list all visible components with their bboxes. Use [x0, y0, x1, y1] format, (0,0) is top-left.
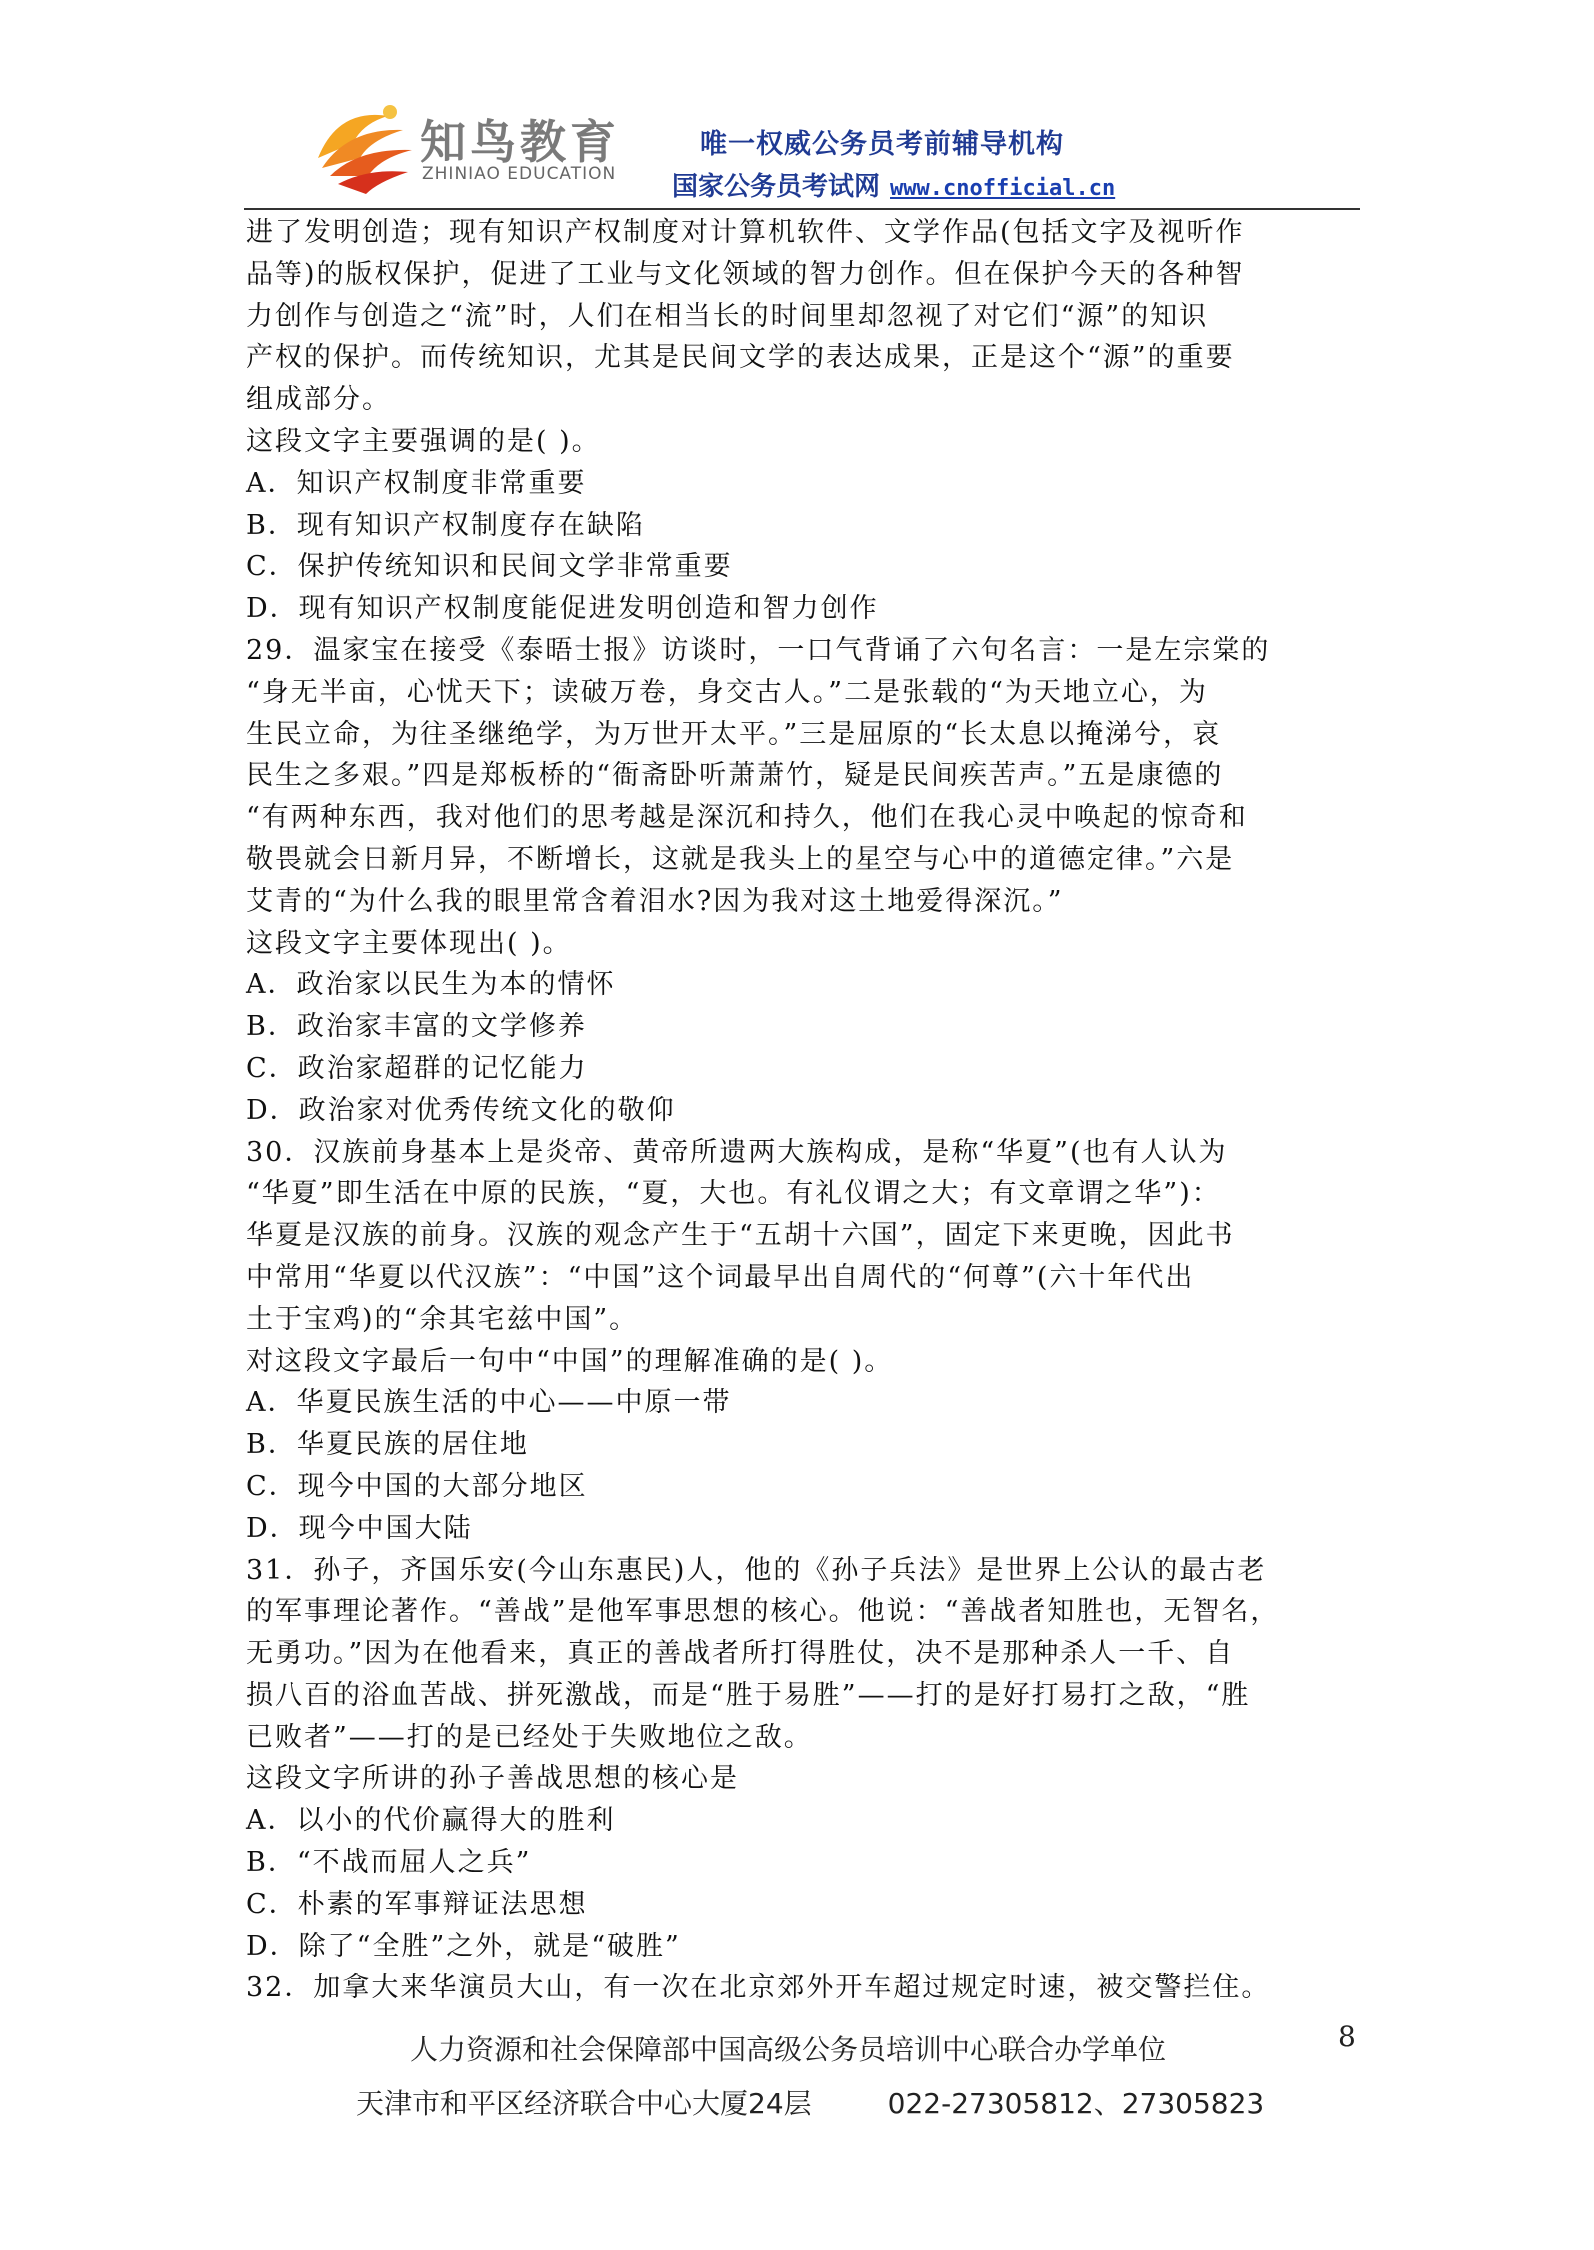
answer-option: D．现今中国大陆	[246, 1512, 473, 1544]
answer-option: C．保护传统知识和民间文学非常重要	[246, 551, 733, 583]
body-line: 华夏是汉族的前身。汉族的观念产生于“五胡十六国”，固定下来更晚，因此书	[246, 1220, 1235, 1252]
footer-phone: 022-27305812、27305823	[887, 2087, 1265, 2120]
body-line: 生民立命，为往圣继绝学，为万世开太平。”三是屈原的“长太息以掩涕兮，哀	[246, 718, 1222, 750]
answer-option: A．知识产权制度非常重要	[246, 467, 587, 499]
answer-option: D．现有知识产权制度能促进发明创造和智力创作	[246, 593, 879, 625]
body-line: 进了发明创造；现有知识产权制度对计算机软件、文学作品(包括文字及视听作	[246, 217, 1245, 248]
footer-organization: 人力资源和社会保障部中国高级公务员培训中心联合办学单位	[410, 2033, 1167, 2066]
body-line: “有两种东西，我对他们的思考越是深沉和持久，他们在我心灵中唤起的惊奇和	[246, 802, 1248, 834]
question-stem: 这段文字主要强调的是( )。	[246, 425, 601, 457]
body-line: “身无半亩，心忧天下；读破万卷，身交古人。”二是张载的“为天地立心，为	[246, 676, 1208, 708]
body-line: 民生之多艰。”四是郑板桥的“衙斋卧听萧萧竹，疑是民间疾苦声。”五是康德的	[246, 760, 1224, 792]
body-line: 敬畏就会日新月异，不断增长，这就是我头上的星空与心中的道德定律。”六是	[246, 843, 1235, 875]
body-line: 已败者”——打的是已经处于失败地位之敌。	[246, 1721, 813, 1753]
footer-contact-line	[356, 2082, 1264, 2122]
header-site-line	[672, 166, 1115, 203]
body-line: 组成部分。	[246, 384, 391, 416]
question-30-line: 30．汉族前身基本上是炎帝、黄帝所遗两大族构成，是称“华夏”(也有人认为	[246, 1136, 1228, 1168]
answer-option: D．政治家对优秀传统文化的敬仰	[246, 1094, 676, 1126]
zhiniao-logo-icon	[308, 98, 418, 198]
body-line: “华夏”即生活在中原的民族，“夏，大也。有礼仪谓之大；有文章谓之华”)：	[246, 1178, 1221, 1210]
page-header	[290, 88, 1370, 208]
question-stem: 对这段文字最后一句中“中国”的理解准确的是( )。	[246, 1345, 894, 1377]
answer-option: D．除了“全胜”之外，就是“破胜”	[246, 1930, 681, 1962]
answer-option: B．政治家丰富的文学修养	[246, 1011, 587, 1043]
answer-option: A．华夏民族生活的中心——中原一带	[246, 1387, 732, 1419]
question-stem: 这段文字所讲的孙子善战思想的核心是	[246, 1763, 739, 1795]
page-number: 8	[1338, 2020, 1356, 2053]
body-line: 土于宝鸡)的“余其宅兹中国”。	[246, 1303, 639, 1335]
header-divider	[244, 208, 1360, 210]
body-line: 无勇功。”因为在他看来，真正的善战者所打得胜仗，决不是那种杀人一千、自	[246, 1638, 1235, 1670]
answer-option: A．政治家以民生为本的情怀	[246, 969, 616, 1001]
question-29-line: 29．温家宝在接受《泰晤士报》访谈时，一口气背诵了六句名言：一是左宗棠的	[246, 634, 1271, 666]
body-line: 产权的保护。而传统知识，尤其是民间文学的表达成果，正是这个“源”的重要	[246, 342, 1235, 374]
site-url-link[interactable]: www.cnofficial.cn	[890, 176, 1116, 201]
logo-chinese-text: 知鸟教育	[420, 115, 620, 169]
body-line: 品等)的版权保护，促进了工业与文化领域的智力创作。但在保护今天的各种智	[246, 258, 1245, 290]
answer-option: C．现今中国的大部分地区	[246, 1470, 588, 1502]
footer-address: 天津市和平区经济联合中心大厦24层	[356, 2087, 812, 2120]
question-31-line: 31．孙子，齐国乐安(今山东惠民)人，他的《孙子兵法》是世界上公认的最古老	[246, 1554, 1267, 1586]
answer-option: C．政治家超群的记忆能力	[246, 1052, 588, 1084]
body-line: 中常用“华夏以代汉族”：“中国”这个词最早出自周代的“何尊”(六十年代出	[246, 1261, 1195, 1293]
answer-option: B．现有知识产权制度存在缺陷	[246, 509, 645, 541]
header-slogan: 唯一权威公务员考前辅导机构	[700, 129, 1064, 160]
answer-option: C．朴素的军事辩证法思想	[246, 1888, 588, 1920]
answer-option: B．“不战而屈人之兵”	[246, 1847, 532, 1879]
question-stem: 这段文字主要体现出( )。	[246, 927, 572, 959]
site-label: 国家公务员考试网	[672, 172, 881, 202]
answer-option: A．以小的代价赢得大的胜利	[246, 1805, 616, 1837]
body-line: 损八百的浴血苦战、拼死激战，而是“胜于易胜”——打的是好打易打之敌，“胜	[246, 1679, 1251, 1711]
answer-option: B．华夏民族的居住地	[246, 1429, 529, 1461]
body-line: 的军事理论著作。“善战”是他军事思想的核心。他说：“善战者知胜也，无智名，	[246, 1596, 1280, 1628]
document-body	[246, 212, 1361, 2009]
logo-english-text: ZHINIAO EDUCATION	[422, 164, 617, 184]
body-line: 力创作与创造之“流”时，人们在相当长的时间里却忽视了对它们“源”的知识	[246, 300, 1209, 332]
question-32-line: 32．加拿大来华演员大山，有一次在北京郊外开车超过规定时速，被交警拦住。	[246, 1972, 1271, 2004]
body-line: 艾青的“为什么我的眼里常含着泪水?因为我对这土地爱得深沉。”	[246, 885, 1064, 917]
